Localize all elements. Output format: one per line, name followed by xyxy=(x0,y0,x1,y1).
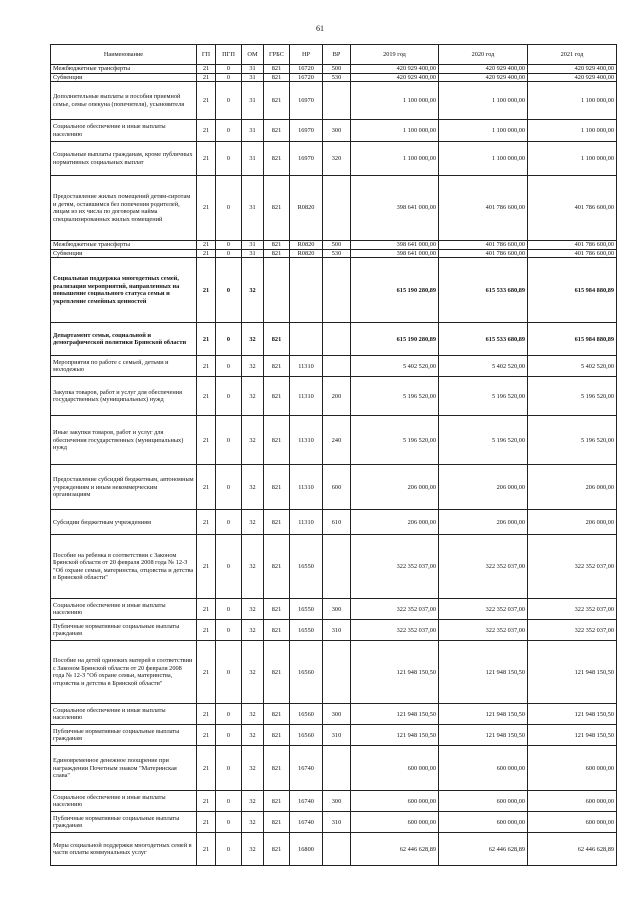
row-nr: 16740 xyxy=(290,746,323,791)
row-value-2021: 1 100 000,00 xyxy=(528,82,617,120)
row-om: 31 xyxy=(242,120,264,142)
row-value-2020: 420 929 400,00 xyxy=(439,73,528,82)
table-row xyxy=(51,176,617,241)
row-vr: 610 xyxy=(323,510,351,535)
row-name: Пособие на детей одиноких матерей в соответствии с Законом Брянской области от 20 февраля 2008 года № 12-З "Об охране семьи, материнства, отцовства и детства в Брянской области" xyxy=(51,641,197,704)
header-2019: 2019 год xyxy=(351,45,439,65)
row-nr: 16740 xyxy=(290,791,323,812)
table-row xyxy=(51,465,617,510)
row-om: 32 xyxy=(242,725,264,746)
row-om: 32 xyxy=(242,258,264,323)
row-pgp: 0 xyxy=(216,249,242,258)
row-om: 32 xyxy=(242,323,264,356)
row-nr: 16550 xyxy=(290,599,323,620)
row-value-2021: 206 000,00 xyxy=(528,465,617,510)
row-name: Субсидии бюджетным учреждениям xyxy=(51,510,197,535)
row-value-2021: 5 196 520,00 xyxy=(528,377,617,416)
row-value-2019: 1 100 000,00 xyxy=(351,82,439,120)
row-value-2020: 322 352 037,00 xyxy=(439,599,528,620)
row-pgp: 0 xyxy=(216,142,242,176)
table-row xyxy=(51,641,617,704)
row-pgp: 0 xyxy=(216,176,242,241)
row-value-2019: 398 641 000,00 xyxy=(351,241,439,250)
row-name: Предоставление субсидий бюджетным, автономным учреждениям и иным некоммерческим организациям xyxy=(51,465,197,510)
row-gp: 21 xyxy=(197,416,216,465)
row-om: 32 xyxy=(242,641,264,704)
table-row xyxy=(51,812,617,833)
row-vr: 300 xyxy=(323,120,351,142)
row-value-2021: 62 446 628,89 xyxy=(528,833,617,866)
row-value-2020: 401 786 600,00 xyxy=(439,176,528,241)
row-value-2019: 600 000,00 xyxy=(351,791,439,812)
row-gp: 21 xyxy=(197,746,216,791)
row-value-2021: 1 100 000,00 xyxy=(528,142,617,176)
row-vr: 310 xyxy=(323,620,351,641)
row-value-2019: 121 948 150,50 xyxy=(351,641,439,704)
row-grbs: 821 xyxy=(264,249,290,258)
row-value-2021: 322 352 037,00 xyxy=(528,620,617,641)
row-vr xyxy=(323,535,351,599)
row-value-2019: 206 000,00 xyxy=(351,465,439,510)
row-grbs: 821 xyxy=(264,812,290,833)
row-value-2021: 1 100 000,00 xyxy=(528,120,617,142)
row-nr: 11310 xyxy=(290,356,323,377)
row-nr: 16720 xyxy=(290,65,323,74)
table-row xyxy=(51,120,617,142)
row-pgp: 0 xyxy=(216,812,242,833)
row-grbs: 821 xyxy=(264,356,290,377)
row-gp: 21 xyxy=(197,812,216,833)
row-value-2020: 121 948 150,50 xyxy=(439,641,528,704)
table-row xyxy=(51,725,617,746)
row-om: 32 xyxy=(242,356,264,377)
row-gp: 21 xyxy=(197,535,216,599)
row-vr xyxy=(323,323,351,356)
row-grbs: 821 xyxy=(264,641,290,704)
row-pgp: 0 xyxy=(216,510,242,535)
row-name: Социальное обеспечение и иные выплаты населению xyxy=(51,704,197,725)
row-grbs: 821 xyxy=(264,241,290,250)
row-value-2020: 600 000,00 xyxy=(439,746,528,791)
header-name: Наименование xyxy=(51,45,197,65)
row-vr: 500 xyxy=(323,241,351,250)
row-gp: 21 xyxy=(197,704,216,725)
row-grbs: 821 xyxy=(264,833,290,866)
row-om: 31 xyxy=(242,82,264,120)
row-name: Пособие на ребенка в соответствии с Законом Брянской области от 20 февраля 2008 года № 12-З "Об охране семьи, материнства, отцовства и детства в Брянской области" xyxy=(51,535,197,599)
row-nr: 11310 xyxy=(290,465,323,510)
row-value-2019: 5 196 520,00 xyxy=(351,416,439,465)
row-name: Публичные нормативные социальные выплаты гражданам xyxy=(51,620,197,641)
row-value-2021: 121 948 150,50 xyxy=(528,704,617,725)
row-grbs: 821 xyxy=(264,725,290,746)
header-2021: 2021 год xyxy=(528,45,617,65)
row-om: 32 xyxy=(242,599,264,620)
row-grbs: 821 xyxy=(264,599,290,620)
row-pgp: 0 xyxy=(216,535,242,599)
row-value-2020: 420 929 400,00 xyxy=(439,65,528,74)
row-grbs: 821 xyxy=(264,620,290,641)
row-pgp: 0 xyxy=(216,704,242,725)
table-row xyxy=(51,73,617,82)
row-value-2021: 600 000,00 xyxy=(528,746,617,791)
row-om: 32 xyxy=(242,465,264,510)
row-value-2019: 322 352 037,00 xyxy=(351,599,439,620)
row-value-2019: 322 352 037,00 xyxy=(351,535,439,599)
row-value-2021: 420 929 400,00 xyxy=(528,73,617,82)
row-value-2019: 615 190 280,89 xyxy=(351,323,439,356)
row-vr: 600 xyxy=(323,465,351,510)
table-row xyxy=(51,65,617,74)
row-value-2019: 322 352 037,00 xyxy=(351,620,439,641)
row-pgp: 0 xyxy=(216,725,242,746)
table-row xyxy=(51,142,617,176)
header-om: ОМ xyxy=(242,45,264,65)
row-om: 32 xyxy=(242,833,264,866)
row-value-2020: 1 100 000,00 xyxy=(439,142,528,176)
row-nr: R0820 xyxy=(290,249,323,258)
row-value-2021: 600 000,00 xyxy=(528,791,617,812)
row-value-2021: 121 948 150,50 xyxy=(528,641,617,704)
header-grbs: ГРБС xyxy=(264,45,290,65)
table-row xyxy=(51,416,617,465)
row-pgp: 0 xyxy=(216,416,242,465)
row-om: 32 xyxy=(242,791,264,812)
row-gp: 21 xyxy=(197,142,216,176)
row-nr: 16800 xyxy=(290,833,323,866)
row-value-2020: 322 352 037,00 xyxy=(439,535,528,599)
row-value-2020: 600 000,00 xyxy=(439,812,528,833)
row-name: Социальное обеспечение и иные выплаты населению xyxy=(51,599,197,620)
row-value-2020: 615 533 680,89 xyxy=(439,258,528,323)
row-value-2020: 1 100 000,00 xyxy=(439,120,528,142)
row-grbs: 821 xyxy=(264,791,290,812)
row-vr: 310 xyxy=(323,812,351,833)
row-vr xyxy=(323,176,351,241)
row-vr: 530 xyxy=(323,73,351,82)
budget-table xyxy=(50,44,617,866)
row-value-2019: 5 402 520,00 xyxy=(351,356,439,377)
row-value-2021: 420 929 400,00 xyxy=(528,65,617,74)
row-vr: 500 xyxy=(323,65,351,74)
row-nr: 11310 xyxy=(290,377,323,416)
row-pgp: 0 xyxy=(216,833,242,866)
row-pgp: 0 xyxy=(216,120,242,142)
row-gp: 21 xyxy=(197,323,216,356)
row-name: Дополнительные выплаты и пособия приемной семье, семье опекуна (попечителя), усыновителя xyxy=(51,82,197,120)
row-gp: 21 xyxy=(197,120,216,142)
row-gp: 21 xyxy=(197,833,216,866)
row-name: Социальная поддержка многодетных семей, реализация мероприятий, направленных на повышение социального статуса семьи и укрепление семейных ценностей xyxy=(51,258,197,323)
row-grbs: 821 xyxy=(264,120,290,142)
row-gp: 21 xyxy=(197,356,216,377)
row-grbs xyxy=(264,258,290,323)
row-vr xyxy=(323,641,351,704)
row-grbs: 821 xyxy=(264,73,290,82)
row-om: 32 xyxy=(242,510,264,535)
row-nr: R0820 xyxy=(290,241,323,250)
row-nr xyxy=(290,323,323,356)
header-pgp: ПГП xyxy=(216,45,242,65)
row-nr: 16740 xyxy=(290,812,323,833)
table-row xyxy=(51,82,617,120)
row-om: 31 xyxy=(242,176,264,241)
row-vr: 300 xyxy=(323,599,351,620)
row-name: Департамент семьи, социальной и демографической политики Брянской области xyxy=(51,323,197,356)
row-name: Публичные нормативные социальные выплаты гражданам xyxy=(51,812,197,833)
row-grbs: 821 xyxy=(264,704,290,725)
row-value-2020: 401 786 600,00 xyxy=(439,241,528,250)
row-value-2019: 600 000,00 xyxy=(351,812,439,833)
row-value-2020: 1 100 000,00 xyxy=(439,82,528,120)
row-name: Межбюджетные трансферты xyxy=(51,65,197,74)
row-value-2019: 62 446 628,89 xyxy=(351,833,439,866)
row-pgp: 0 xyxy=(216,791,242,812)
table-row xyxy=(51,620,617,641)
row-vr: 530 xyxy=(323,249,351,258)
row-value-2021: 322 352 037,00 xyxy=(528,535,617,599)
row-nr: 16560 xyxy=(290,704,323,725)
table-row xyxy=(51,510,617,535)
row-grbs: 821 xyxy=(264,746,290,791)
row-value-2021: 615 984 880,89 xyxy=(528,323,617,356)
row-name: Субвенции xyxy=(51,73,197,82)
row-value-2021: 401 786 600,00 xyxy=(528,176,617,241)
row-nr: 11310 xyxy=(290,510,323,535)
row-gp: 21 xyxy=(197,249,216,258)
table-row xyxy=(51,535,617,599)
row-gp: 21 xyxy=(197,241,216,250)
header-gp: ГП xyxy=(197,45,216,65)
row-name: Межбюджетные трансферты xyxy=(51,241,197,250)
row-grbs: 821 xyxy=(264,65,290,74)
row-gp: 21 xyxy=(197,620,216,641)
row-nr: 16550 xyxy=(290,620,323,641)
header-2020: 2020 год xyxy=(439,45,528,65)
row-om: 32 xyxy=(242,416,264,465)
row-value-2019: 1 100 000,00 xyxy=(351,120,439,142)
row-grbs: 821 xyxy=(264,535,290,599)
row-value-2021: 600 000,00 xyxy=(528,812,617,833)
row-grbs: 821 xyxy=(264,416,290,465)
row-name: Социальные выплаты гражданам, кроме публичных нормативных социальных выплат xyxy=(51,142,197,176)
row-value-2020: 121 948 150,50 xyxy=(439,725,528,746)
row-gp: 21 xyxy=(197,599,216,620)
row-gp: 21 xyxy=(197,641,216,704)
row-value-2019: 206 000,00 xyxy=(351,510,439,535)
row-name: Иные закупки товаров, работ и услуг для обеспечения государственных (муниципальных) нужд xyxy=(51,416,197,465)
row-om: 31 xyxy=(242,65,264,74)
row-gp: 21 xyxy=(197,377,216,416)
row-pgp: 0 xyxy=(216,377,242,416)
table-row xyxy=(51,241,617,250)
row-grbs: 821 xyxy=(264,323,290,356)
row-value-2021: 615 984 880,89 xyxy=(528,258,617,323)
row-grbs: 821 xyxy=(264,142,290,176)
row-om: 32 xyxy=(242,620,264,641)
row-nr: 16970 xyxy=(290,82,323,120)
row-pgp: 0 xyxy=(216,258,242,323)
row-pgp: 0 xyxy=(216,82,242,120)
row-value-2020: 615 533 680,89 xyxy=(439,323,528,356)
row-pgp: 0 xyxy=(216,641,242,704)
row-name: Социальное обеспечение и иные выплаты населению xyxy=(51,120,197,142)
row-value-2019: 121 948 150,50 xyxy=(351,725,439,746)
row-vr xyxy=(323,746,351,791)
row-value-2021: 401 786 600,00 xyxy=(528,249,617,258)
row-om: 32 xyxy=(242,746,264,791)
table-header-row xyxy=(51,45,617,65)
row-value-2020: 600 000,00 xyxy=(439,791,528,812)
row-om: 32 xyxy=(242,812,264,833)
row-value-2020: 5 402 520,00 xyxy=(439,356,528,377)
header-nr: НР xyxy=(290,45,323,65)
row-nr: 16970 xyxy=(290,120,323,142)
row-value-2019: 1 100 000,00 xyxy=(351,142,439,176)
row-value-2020: 62 446 628,89 xyxy=(439,833,528,866)
row-nr: R0820 xyxy=(290,176,323,241)
row-value-2020: 206 000,00 xyxy=(439,510,528,535)
row-value-2019: 420 929 400,00 xyxy=(351,65,439,74)
row-nr: 16550 xyxy=(290,535,323,599)
row-om: 32 xyxy=(242,535,264,599)
row-vr xyxy=(323,258,351,323)
row-value-2021: 5 196 520,00 xyxy=(528,416,617,465)
row-pgp: 0 xyxy=(216,465,242,510)
row-value-2021: 5 402 520,00 xyxy=(528,356,617,377)
row-gp: 21 xyxy=(197,258,216,323)
row-om: 31 xyxy=(242,249,264,258)
row-name: Мероприятия по работе с семьей, детьми и молодежью xyxy=(51,356,197,377)
row-value-2019: 398 641 000,00 xyxy=(351,249,439,258)
row-om: 31 xyxy=(242,73,264,82)
row-gp: 21 xyxy=(197,791,216,812)
row-grbs: 821 xyxy=(264,510,290,535)
row-vr: 240 xyxy=(323,416,351,465)
row-vr: 300 xyxy=(323,791,351,812)
row-gp: 21 xyxy=(197,73,216,82)
row-value-2020: 5 196 520,00 xyxy=(439,377,528,416)
row-pgp: 0 xyxy=(216,241,242,250)
row-gp: 21 xyxy=(197,82,216,120)
row-om: 32 xyxy=(242,377,264,416)
row-value-2020: 206 000,00 xyxy=(439,465,528,510)
table-row xyxy=(51,323,617,356)
row-value-2021: 121 948 150,50 xyxy=(528,725,617,746)
row-pgp: 0 xyxy=(216,620,242,641)
row-value-2019: 420 929 400,00 xyxy=(351,73,439,82)
row-gp: 21 xyxy=(197,176,216,241)
row-value-2021: 206 000,00 xyxy=(528,510,617,535)
row-value-2021: 322 352 037,00 xyxy=(528,599,617,620)
row-pgp: 0 xyxy=(216,599,242,620)
row-value-2019: 5 196 520,00 xyxy=(351,377,439,416)
table-row xyxy=(51,599,617,620)
table-row xyxy=(51,377,617,416)
row-om: 31 xyxy=(242,142,264,176)
row-name: Закупка товаров, работ и услуг для обеспечения государственных (муниципальных) нужд xyxy=(51,377,197,416)
row-value-2019: 615 190 280,89 xyxy=(351,258,439,323)
table-row xyxy=(51,249,617,258)
table-row xyxy=(51,258,617,323)
row-name: Предоставление жилых помещений детям-сиротам и детям, оставшимся без попечения родителей, лицам из их числа по договорам найма специализированных жилых помещений xyxy=(51,176,197,241)
table-row xyxy=(51,356,617,377)
row-nr: 16560 xyxy=(290,725,323,746)
row-pgp: 0 xyxy=(216,323,242,356)
row-nr: 16720 xyxy=(290,73,323,82)
row-grbs: 821 xyxy=(264,465,290,510)
table-row xyxy=(51,791,617,812)
row-gp: 21 xyxy=(197,465,216,510)
row-om: 32 xyxy=(242,704,264,725)
row-nr: 11310 xyxy=(290,416,323,465)
row-nr: 16560 xyxy=(290,641,323,704)
row-pgp: 0 xyxy=(216,65,242,74)
row-name: Единовременное денежное поощрение при награждении Почетным знаком "Материнская слава" xyxy=(51,746,197,791)
row-vr: 310 xyxy=(323,725,351,746)
row-name: Публичные нормативные социальные выплаты гражданам xyxy=(51,725,197,746)
row-gp: 21 xyxy=(197,725,216,746)
row-name: Субвенции xyxy=(51,249,197,258)
row-vr xyxy=(323,82,351,120)
row-name: Социальное обеспечение и иные выплаты населению xyxy=(51,791,197,812)
row-grbs: 821 xyxy=(264,377,290,416)
row-om: 31 xyxy=(242,241,264,250)
row-name: Меры социальной поддержки многодетных семей в части оплаты коммунальных услуг xyxy=(51,833,197,866)
table-row xyxy=(51,833,617,866)
row-gp: 21 xyxy=(197,510,216,535)
table-row xyxy=(51,704,617,725)
page-number: 61 xyxy=(316,24,324,33)
row-vr xyxy=(323,833,351,866)
row-nr xyxy=(290,258,323,323)
row-value-2020: 322 352 037,00 xyxy=(439,620,528,641)
row-value-2020: 121 948 150,50 xyxy=(439,704,528,725)
row-value-2019: 398 641 000,00 xyxy=(351,176,439,241)
row-vr: 200 xyxy=(323,377,351,416)
row-grbs: 821 xyxy=(264,176,290,241)
row-vr: 320 xyxy=(323,142,351,176)
row-value-2019: 600 000,00 xyxy=(351,746,439,791)
row-pgp: 0 xyxy=(216,746,242,791)
row-vr xyxy=(323,356,351,377)
header-vr: ВР xyxy=(323,45,351,65)
row-value-2019: 121 948 150,50 xyxy=(351,704,439,725)
row-pgp: 0 xyxy=(216,73,242,82)
row-vr: 300 xyxy=(323,704,351,725)
row-gp: 21 xyxy=(197,65,216,74)
row-value-2020: 5 196 520,00 xyxy=(439,416,528,465)
row-value-2020: 401 786 600,00 xyxy=(439,249,528,258)
row-grbs: 821 xyxy=(264,82,290,120)
row-pgp: 0 xyxy=(216,356,242,377)
row-value-2021: 401 786 600,00 xyxy=(528,241,617,250)
row-nr: 16970 xyxy=(290,142,323,176)
table-row xyxy=(51,746,617,791)
